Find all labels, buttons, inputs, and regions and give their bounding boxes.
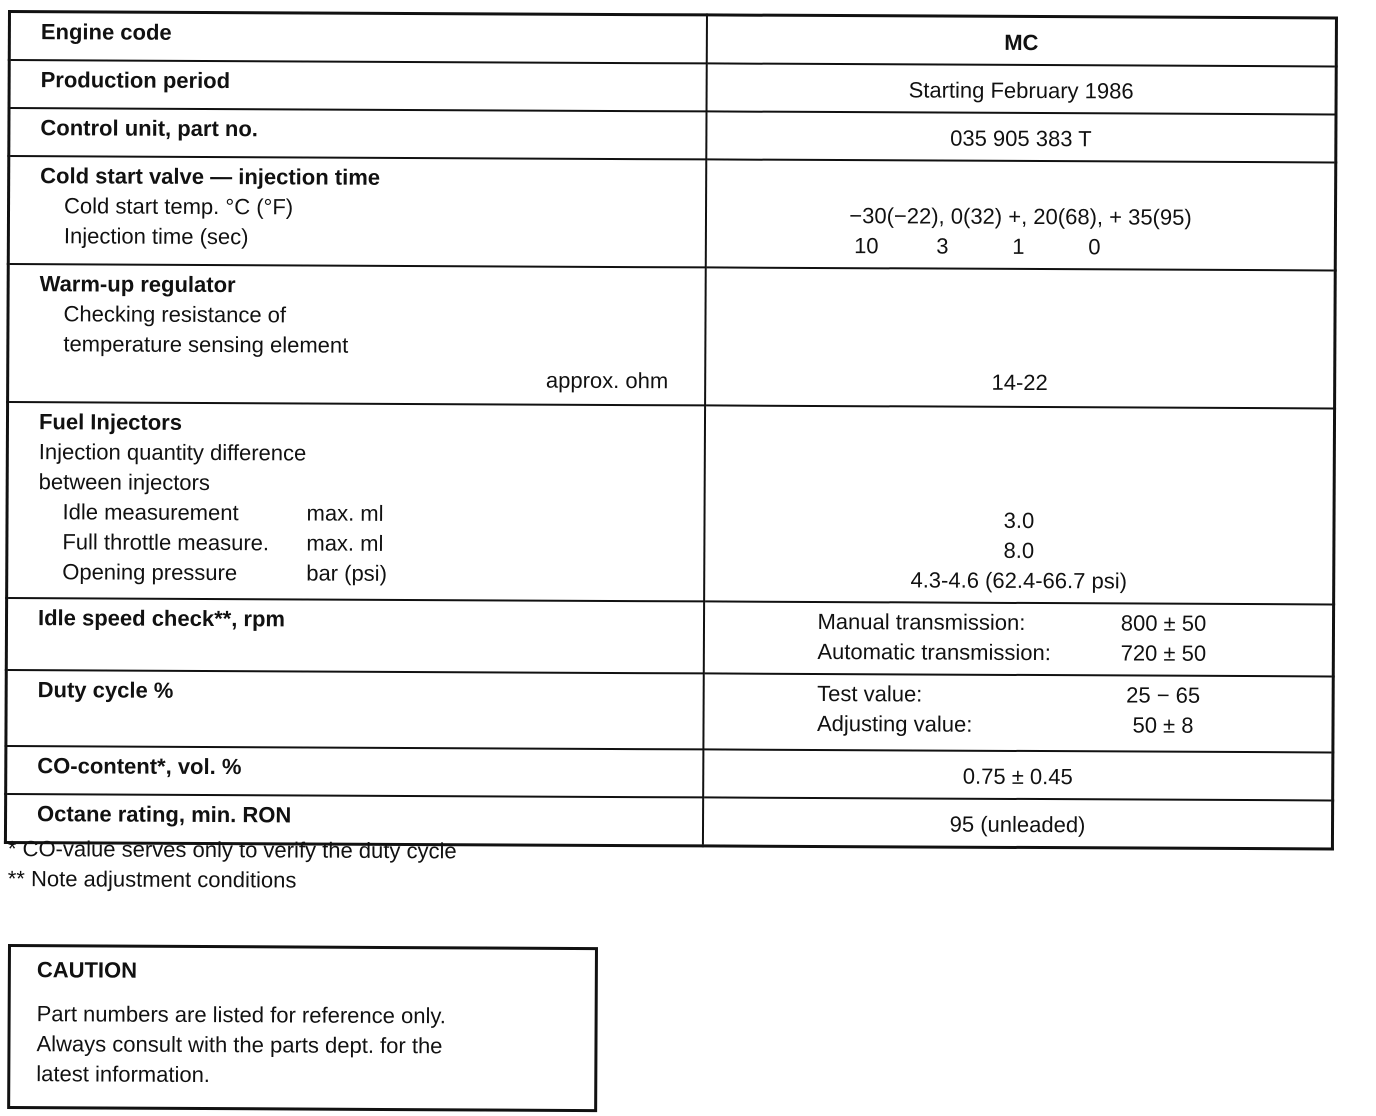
row-production-period bbox=[9, 60, 1336, 114]
full-throttle-row bbox=[38, 527, 703, 560]
automatic-transmission-label: Automatic transmission: bbox=[817, 638, 1051, 666]
footnote-adjustment: ** Note adjustment conditions bbox=[7, 865, 297, 893]
row-idle-speed bbox=[6, 598, 1333, 676]
co-content-value: 0.75 ± 0.45 bbox=[703, 749, 1333, 800]
warm-up-line2: temperature sensing element bbox=[63, 331, 349, 358]
full-throttle-value: 8.0 bbox=[1003, 537, 1035, 564]
warm-up-cell bbox=[8, 264, 706, 405]
manual-transmission-value: 800 ± 50 bbox=[1120, 610, 1207, 636]
caution-line1: Part numbers are listed for reference only. bbox=[36, 1001, 446, 1029]
idle-measurement-unit: max. ml bbox=[306, 500, 384, 526]
injection-time-value: 0 bbox=[1088, 234, 1101, 260]
cold-start-temps: −30(−22), 0(32) +, 20(68), + 35(95) bbox=[849, 203, 1192, 230]
caution-box bbox=[7, 944, 598, 1112]
test-value-value: 25 − 65 bbox=[1126, 682, 1201, 708]
adjusting-value-row bbox=[704, 708, 1331, 741]
production-period-label: Production period bbox=[9, 60, 707, 111]
warm-up-line1: Checking resistance of bbox=[63, 301, 287, 328]
adjusting-value-label: Adjusting value: bbox=[816, 710, 973, 737]
co-content-label: CO-content*, vol. % bbox=[6, 746, 704, 797]
row-duty-cycle bbox=[6, 670, 1333, 752]
injection-time-value: 10 bbox=[854, 233, 879, 259]
row-control-unit bbox=[9, 108, 1336, 162]
automatic-transmission-value: 720 ± 50 bbox=[1120, 640, 1207, 666]
injection-times bbox=[627, 230, 1334, 263]
duty-cycle-values bbox=[703, 673, 1333, 752]
full-throttle-unit: max. ml bbox=[306, 530, 384, 556]
idle-measurement-value: 3.0 bbox=[1003, 507, 1035, 534]
cold-start-label: Cold start valve — injection time bbox=[40, 163, 381, 190]
idle-measurement-label: Idle measurement bbox=[62, 499, 239, 526]
warm-up-unit: approx. ohm bbox=[545, 367, 669, 394]
manual-transmission-row bbox=[705, 606, 1332, 639]
test-value-row bbox=[705, 678, 1332, 711]
footnote-co-value: * CO-value serves only to verify the duty cycle bbox=[7, 836, 457, 864]
injection-time-value: 3 bbox=[936, 233, 949, 259]
caution-line2: Always consult with the parts dept. for the bbox=[36, 1031, 443, 1059]
opening-pressure-unit: bar (psi) bbox=[306, 560, 388, 586]
automatic-transmission-row bbox=[705, 636, 1332, 669]
idle-speed-values bbox=[704, 601, 1334, 676]
warm-up-label: Warm-up regulator bbox=[39, 271, 236, 298]
injection-time-label: Injection time (sec) bbox=[63, 223, 249, 250]
adjusting-value-value: 50 ± 8 bbox=[1132, 712, 1194, 738]
opening-pressure-label: Opening pressure bbox=[62, 559, 238, 586]
engine-code-label: Engine code bbox=[9, 12, 707, 64]
test-value-label: Test value: bbox=[817, 680, 923, 707]
control-unit-value: 035 905 383 T bbox=[706, 111, 1336, 162]
row-co-content bbox=[6, 746, 1333, 800]
caution-line3: latest information. bbox=[36, 1061, 211, 1088]
octane-rating-label: Octane rating, min. RON bbox=[5, 794, 703, 846]
idle-speed-label: Idle speed check**, rpm bbox=[6, 598, 704, 673]
warm-up-resistance: 14-22 bbox=[991, 369, 1048, 396]
warm-up-value bbox=[705, 267, 1335, 408]
row-fuel-injectors bbox=[7, 402, 1335, 604]
manual-transmission-label: Manual transmission: bbox=[817, 608, 1026, 635]
cold-start-cell bbox=[8, 156, 706, 267]
engine-code-value: MC bbox=[707, 15, 1337, 67]
injection-time-value: 1 bbox=[1012, 233, 1025, 259]
opening-pressure-row bbox=[38, 557, 703, 590]
row-warm-up-regulator bbox=[8, 264, 1336, 408]
idle-measurement-row bbox=[38, 497, 703, 530]
caution-title: CAUTION bbox=[36, 957, 138, 983]
octane-rating-value: 95 (unleaded) bbox=[703, 797, 1333, 849]
cold-start-values bbox=[706, 159, 1336, 270]
fuel-injectors-line2: between injectors bbox=[38, 469, 210, 495]
fuel-injectors-line1: Injection quantity difference bbox=[38, 439, 307, 466]
fuel-injectors-cell bbox=[7, 402, 705, 601]
fuel-injectors-values bbox=[704, 405, 1334, 604]
footnotes bbox=[8, 834, 457, 896]
full-throttle-label: Full throttle measure. bbox=[62, 529, 270, 556]
fuel-injectors-label: Fuel Injectors bbox=[38, 409, 183, 435]
opening-pressure-value: 4.3-4.6 (62.4-66.7 psi) bbox=[910, 567, 1128, 594]
duty-cycle-label: Duty cycle % bbox=[6, 670, 704, 749]
control-unit-label: Control unit, part no. bbox=[9, 108, 707, 159]
production-period-value: Starting February 1986 bbox=[707, 63, 1337, 114]
row-cold-start bbox=[8, 156, 1336, 270]
cold-start-temp-label: Cold start temp. °C (°F) bbox=[63, 193, 294, 220]
specifications-table bbox=[4, 10, 1338, 850]
row-engine-code bbox=[9, 12, 1336, 67]
